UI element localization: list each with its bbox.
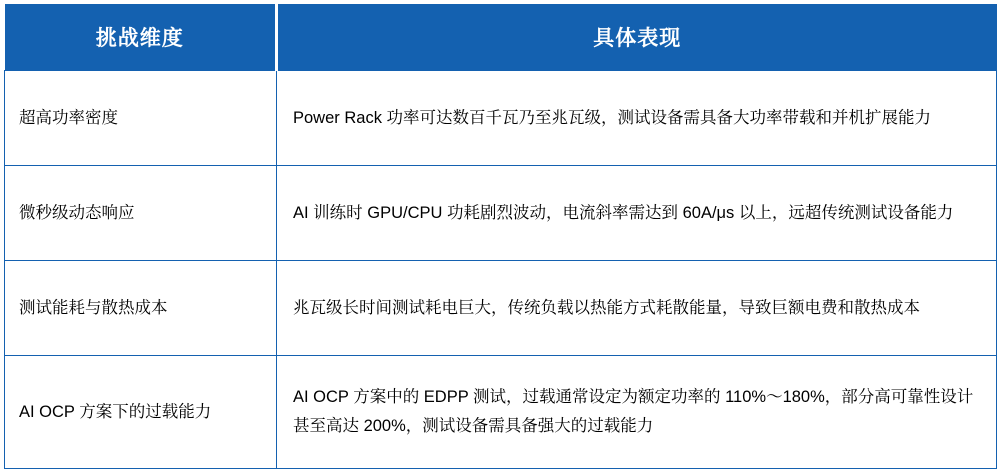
table-row <box>5 356 997 469</box>
table-header <box>5 4 997 71</box>
cell-dimension: 超高功率密度 <box>5 71 277 166</box>
header-cell-description: 具体表现 <box>277 4 997 71</box>
table-row <box>5 71 997 166</box>
header-cell-dimension: 挑战维度 <box>5 4 277 71</box>
challenge-table <box>4 4 997 469</box>
table-header-row <box>5 4 997 71</box>
cell-description: AI OCP 方案中的 EDPP 测试，过载通常设定为额定功率的 110%～180%，部分高可靠性设计甚至高达 200%，测试设备需具备强大的过载能力 <box>277 356 997 469</box>
cell-description: 兆瓦级长时间测试耗电巨大，传统负载以热能方式耗散能量，导致巨额电费和散热成本 <box>277 261 997 356</box>
cell-description: AI 训练时 GPU/CPU 功耗剧烈波动，电流斜率需达到 60A/μs 以上，远超传统测试设备能力 <box>277 166 997 261</box>
table-row <box>5 261 997 356</box>
cell-dimension: AI OCP 方案下的过载能力 <box>5 356 277 469</box>
cell-dimension: 测试能耗与散热成本 <box>5 261 277 356</box>
table-body <box>5 71 997 469</box>
cell-dimension: 微秒级动态响应 <box>5 166 277 261</box>
table-row <box>5 166 997 261</box>
cell-description: Power Rack 功率可达数百千瓦乃至兆瓦级，测试设备需具备大功率带载和并机扩展能力 <box>277 71 997 166</box>
